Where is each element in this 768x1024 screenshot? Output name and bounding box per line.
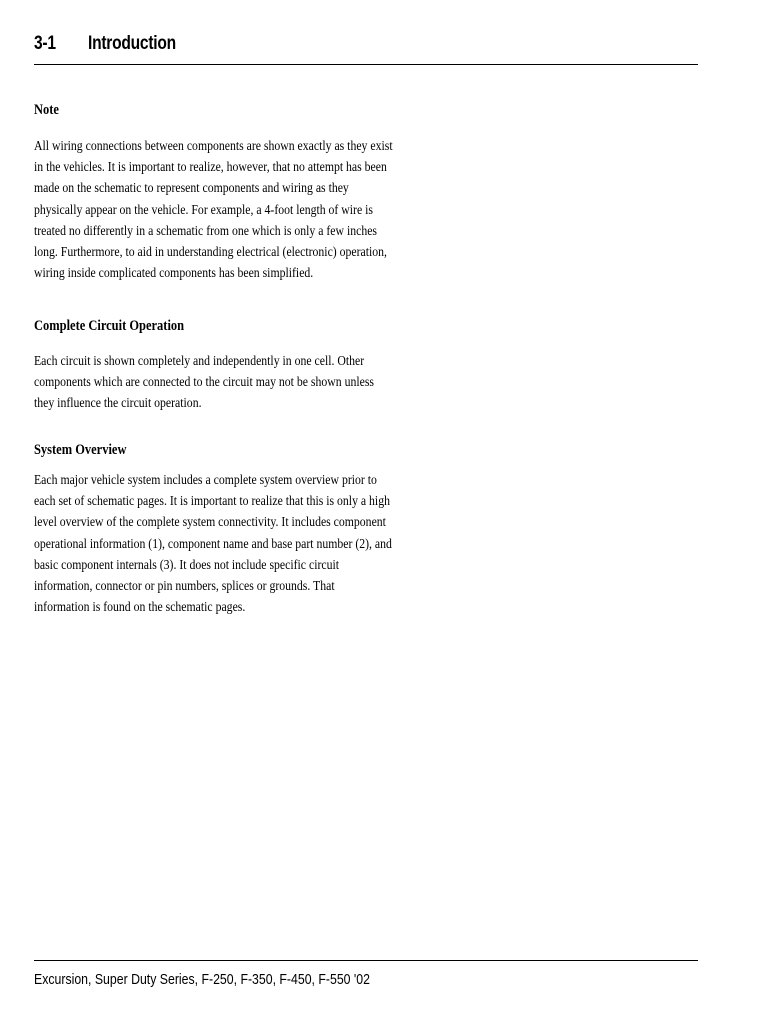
section-paragraph [34, 136, 393, 284]
footer-vehicle-series: Excursion, Super Duty Series, F-250, F-350, F-450, F-550 '02 [34, 971, 370, 988]
text-line: long. Furthermore, to aid in understanding electrical (electronic) operation, [34, 245, 388, 261]
text-line: Each major vehicle system includes a complete system overview prior to [34, 473, 377, 488]
text-line: operational information (1), component name and base part number (2), and [34, 536, 392, 552]
text-line: Each circuit is shown completely and independently in one cell. Other [34, 354, 365, 369]
section-system-overview [34, 440, 142, 460]
text-line: basic component internals (3). It does not include specific circuit [34, 557, 340, 573]
text-line: each set of schematic pages. It is important to realize that this is only a high [34, 494, 390, 510]
section-heading: System Overview [34, 442, 127, 458]
section-paragraph [34, 351, 374, 415]
section-complete-circuit-operation [34, 316, 209, 336]
text-line: treated no differently in a schematic from one which is only a few inches [34, 223, 377, 239]
page-footer [34, 960, 698, 988]
page-title: Introduction [88, 33, 176, 54]
text-line: wiring inside complicated components has been simplified. [34, 266, 314, 282]
section-heading: Note [34, 102, 59, 118]
page-header [34, 30, 698, 65]
section-number: 3-1 [34, 33, 56, 54]
text-line: made on the schematic to represent components and wiring as they [34, 181, 349, 197]
text-line: physically appear on the vehicle. For example, a 4-foot length of wire is [34, 202, 373, 218]
text-line: components which are connected to the circuit may not be shown unless [34, 375, 374, 391]
section-note [34, 100, 63, 120]
section-heading: Complete Circuit Operation [34, 318, 185, 334]
text-line: information is found on the schematic pages. [34, 600, 246, 616]
text-line: in the vehicles. It is important to realize, however, that no attempt has been [34, 160, 387, 176]
text-line: All wiring connections between components are shown exactly as they exist [34, 139, 393, 154]
text-line: information, connector or pin numbers, splices or grounds. That [34, 579, 335, 595]
text-line: level overview of the complete system connectivity. It includes component [34, 515, 386, 531]
text-line: they influence the circuit operation. [34, 396, 202, 412]
section-paragraph [34, 470, 392, 618]
